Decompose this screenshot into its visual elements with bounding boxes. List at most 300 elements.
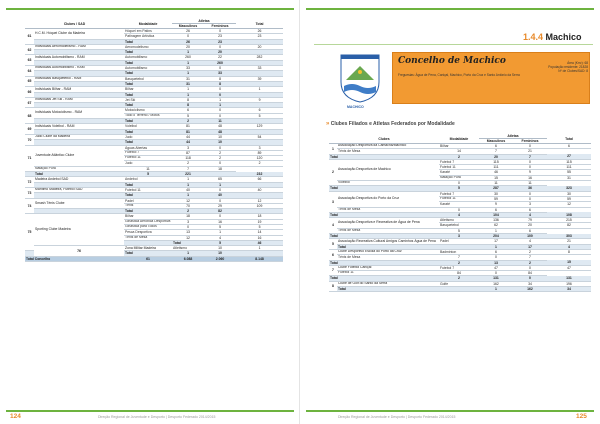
- male-count: 47: [479, 265, 513, 270]
- total-female: 7: [513, 154, 547, 159]
- modality: Futebol 7: [439, 265, 479, 270]
- club-number: 7: [329, 265, 337, 276]
- modality: Futebol 11: [439, 165, 479, 170]
- total-label: Total: [329, 260, 439, 265]
- modality: Ginástica Aeróbica Desportiva: [125, 219, 171, 224]
- club-name: Associação Desportiva e Recreativa de Água de Pena: [337, 218, 439, 229]
- left-table: [25, 19, 283, 262]
- female-count: 0: [204, 87, 236, 92]
- row-total: 109: [236, 203, 283, 208]
- club-number: 6: [329, 249, 337, 260]
- left-footer: [0, 408, 300, 424]
- total-label: Total: [124, 140, 172, 145]
- row-total: 47: [547, 265, 591, 270]
- female-count: 10: [204, 134, 236, 139]
- total-modalities: 2: [439, 260, 479, 265]
- col-athletes: Atletas: [172, 19, 236, 24]
- modality: Ténis de Mesa: [337, 149, 439, 154]
- club-number: 8: [329, 281, 337, 292]
- modality: Karaté: [439, 202, 479, 207]
- total-male: 23: [204, 39, 236, 44]
- row-total: 6: [513, 228, 547, 233]
- male-count: 33: [172, 66, 204, 71]
- total-male: 1: [204, 182, 236, 187]
- modality: Futebol 11: [124, 156, 172, 161]
- crest-label: MACHICO: [347, 105, 364, 109]
- female-count: 11: [479, 181, 513, 186]
- modality: Basquetebol: [124, 76, 172, 81]
- row-total: 82: [547, 223, 591, 228]
- club-number: 76: [34, 246, 124, 257]
- female-count: 0: [513, 144, 547, 149]
- total-clubs: 8: [172, 103, 204, 108]
- total-label: Total: [172, 240, 204, 245]
- club-number: 73: [25, 187, 34, 198]
- total-male: 8: [204, 81, 236, 86]
- club-number: 5: [329, 239, 337, 250]
- modality: Padel: [439, 239, 479, 244]
- modality: Automobilismo: [124, 55, 172, 60]
- row-total: 3: [236, 145, 283, 150]
- club-name: Individuais Basquetebol - RAM: [34, 76, 124, 81]
- bottom-rule: [6, 410, 294, 412]
- male-count: 3: [172, 219, 204, 224]
- total-label: Total: [124, 119, 172, 124]
- right-table: [329, 134, 591, 292]
- total-label: Total: [124, 209, 172, 214]
- row-total: 21: [513, 149, 547, 154]
- row-total: 12: [547, 202, 591, 207]
- modality: Bilhar: [439, 144, 479, 149]
- row-total: 19: [236, 219, 283, 224]
- female-count: 0: [204, 113, 236, 118]
- male-count: 18: [172, 214, 204, 219]
- female-count: 0: [204, 161, 236, 166]
- total-male: 46: [236, 240, 283, 245]
- table-subtitle: » Clubes Filiados e Atletas Federados por Modalidade: [326, 121, 455, 127]
- total-label: Total: [124, 92, 172, 97]
- banner-clubs: Nº de Clubes/SAD: 8: [558, 69, 588, 73]
- modality: Basquetebol: [439, 223, 479, 228]
- club-name: Associação Recreativa Cultural Amigos Caminhos Água de Pena: [337, 239, 439, 244]
- male-count: 118: [172, 156, 204, 161]
- banner-area: Área (Km²): 68: [567, 61, 588, 65]
- club-name: Judo Clube da Madeira: [34, 134, 124, 139]
- row-total: 18: [204, 166, 236, 171]
- male-count: 1: [172, 87, 204, 92]
- male-count: 5: [439, 228, 479, 233]
- female-count: 22: [204, 55, 236, 60]
- row-total: 55: [547, 170, 591, 175]
- male-count: 59: [479, 196, 513, 201]
- male-count: 7: [439, 255, 479, 260]
- modality: Ténis de Mesa: [337, 207, 439, 212]
- male-count: 40: [172, 187, 204, 192]
- total-male: 204: [479, 234, 513, 239]
- club-number: 72: [25, 177, 34, 188]
- modality: Ténis de Mesa: [337, 255, 439, 260]
- female-count: 79: [513, 218, 547, 223]
- row-total: 2: [236, 161, 283, 166]
- female-count: 7: [172, 166, 204, 171]
- female-count: 0: [204, 187, 236, 192]
- row-total: 23: [236, 34, 283, 39]
- female-count: 20: [513, 223, 547, 228]
- female-count: 0: [204, 29, 236, 34]
- club-name: Individuais Motociclismo - RAM: [34, 108, 124, 119]
- male-count: 13: [172, 230, 204, 235]
- club-name: Individuais Automobilismo - RAM: [34, 55, 124, 60]
- total-clubs: 1: [172, 71, 204, 76]
- club-name: Juventude Atlântico Clube: [34, 145, 124, 166]
- row-total: 16: [236, 235, 283, 240]
- club-name: Individuais Aeromodelismo - RAM: [34, 44, 124, 49]
- row-total: 59: [547, 196, 591, 201]
- total-male: 20: [479, 154, 513, 159]
- modality: Automobilismo: [124, 66, 172, 71]
- modality: Jet Ski: [124, 97, 172, 102]
- club-name: Individuais Jet Ski - RAM: [34, 97, 124, 102]
- total-label: Total: [124, 60, 172, 65]
- col-clubs: Clubes / SAD: [25, 19, 124, 29]
- total-label: Total: [329, 276, 439, 281]
- total-male: 82: [204, 209, 236, 214]
- male-count: 6: [479, 144, 513, 149]
- club-name: Zona Militar Madeira: [124, 246, 172, 251]
- row-total: 39: [236, 76, 283, 81]
- total-male: 104: [479, 212, 513, 217]
- female-count: 0: [513, 165, 547, 170]
- total-clubs: 1: [172, 251, 204, 256]
- female-count: 5: [204, 224, 236, 229]
- banner-title: Concelho de Machico: [398, 56, 506, 66]
- row-total: 6: [547, 144, 591, 149]
- club-number: 4: [329, 218, 337, 234]
- row-total: 11: [513, 181, 547, 186]
- total-clubs: 1: [172, 92, 204, 97]
- total-modalities: 3: [439, 234, 479, 239]
- total-label: Total: [124, 103, 172, 108]
- club-name: Clube Desportivo Escola do Porto da Cruz: [337, 249, 439, 254]
- club-number: 66: [25, 87, 34, 98]
- total-male: 40: [204, 193, 236, 198]
- total-male: 221: [172, 172, 204, 177]
- male-count: 70: [172, 203, 204, 208]
- total-label: Total: [337, 244, 479, 249]
- male-count: 260: [172, 55, 204, 60]
- modality: Bilhar: [124, 214, 172, 219]
- club-number: 69: [25, 124, 34, 135]
- modality: Futebol 11: [124, 187, 172, 192]
- total-clubs: 5: [204, 240, 236, 245]
- club-name: Clube Futebol Caniçal: [337, 265, 439, 270]
- row-total: 129: [236, 124, 283, 129]
- total-female: 4: [547, 244, 591, 249]
- male-count: 20: [172, 44, 204, 49]
- modality: Motociclismo: [124, 108, 172, 113]
- modality: Ténis de Mesa: [337, 228, 439, 233]
- total-label: Total: [124, 182, 172, 187]
- row-total: 30: [547, 191, 591, 196]
- total-clubs: 1: [172, 60, 204, 65]
- row-total: 196: [547, 281, 591, 286]
- total-sum: 131: [547, 276, 591, 281]
- modality: Andebol: [124, 177, 172, 182]
- club-number: 75: [25, 214, 34, 251]
- row-total: 120: [236, 156, 283, 161]
- banner-parishes: Freguesias: Água de Pena, Caniçal, Machico, Porto da Cruz e Santo António da Serra: [398, 73, 520, 77]
- club-name: Clube de Golf do Santo da Serra: [337, 281, 439, 286]
- row-total: 84: [513, 271, 547, 276]
- footer-text-right: Direção Regional de Juventude e Desporto | Desporto Federado 2014/2015: [338, 415, 456, 419]
- total-label: Total: [337, 287, 479, 292]
- row-total: 215: [547, 218, 591, 223]
- total-clubs: 26: [172, 39, 204, 44]
- total-male: 0: [204, 92, 236, 97]
- male-count: 26: [172, 29, 204, 34]
- row-total: 66: [236, 177, 283, 182]
- modality: Todo o Terreno / Motos: [124, 113, 172, 118]
- total-male: 11: [204, 119, 236, 124]
- modality: Natação Pura: [34, 166, 124, 171]
- total-male: 287: [479, 186, 513, 191]
- total-female: 34: [547, 287, 591, 292]
- total-clubs: 1: [172, 193, 204, 198]
- modality: Futebol 7: [124, 150, 172, 155]
- club-number: 68: [25, 108, 34, 124]
- male-count: 9: [479, 202, 513, 207]
- row-total: 18: [236, 214, 283, 219]
- male-count: 12: [172, 198, 204, 203]
- bullet-icon: »: [326, 121, 330, 127]
- modality: Futebol 7: [439, 159, 479, 164]
- club-name: Individuais Bilhar - RAM: [34, 87, 124, 92]
- col-male-r: Masculinos: [479, 139, 513, 144]
- total-female: 2: [513, 260, 547, 265]
- total-clubs: 5: [124, 172, 172, 177]
- male-count: 162: [479, 281, 513, 286]
- total-label: Total: [34, 172, 124, 177]
- modality: Atletismo: [439, 218, 479, 223]
- modality: Voleibol: [337, 181, 439, 186]
- club-name: H.C.M. Hóquei Clube da Madeira: [34, 29, 124, 40]
- male-count: 3: [172, 145, 204, 150]
- col-modality-r: Modalidade: [439, 134, 479, 144]
- total-sum: 323: [547, 186, 591, 191]
- club-name: Associação Desportiva do Porto da Cruz: [337, 191, 439, 207]
- female-count: 9: [513, 170, 547, 175]
- male-count: 87: [172, 150, 204, 155]
- modality: Padel: [124, 198, 172, 203]
- club-number: 2: [329, 159, 337, 185]
- female-count: 0: [479, 255, 513, 260]
- club-name: Smash Ténis Clube: [34, 198, 124, 209]
- total-label: Total: [124, 71, 172, 76]
- female-count: 2: [513, 249, 547, 254]
- modality: Judo: [124, 161, 172, 166]
- row-total: 8: [547, 249, 591, 254]
- modality: Ténis: [124, 203, 172, 208]
- club-number: 74: [25, 198, 34, 214]
- total-male: 1: [204, 103, 236, 108]
- modality: Judo: [124, 134, 172, 139]
- row-total: 5: [236, 224, 283, 229]
- female-count: 1: [204, 230, 236, 235]
- modality: Hóquei em Patins: [124, 29, 172, 34]
- col-female: Femininos: [204, 24, 236, 29]
- female-count: 0: [204, 108, 236, 113]
- row-total: 1: [236, 87, 283, 92]
- female-count: 48: [204, 124, 236, 129]
- total-male: 6.088: [172, 256, 204, 261]
- top-rule: [6, 8, 294, 10]
- male-count: 6: [479, 249, 513, 254]
- male-count: 111: [479, 165, 513, 170]
- club-name: Associação Desportiva da Camacha/Machico: [337, 144, 439, 149]
- total-sum: 15: [547, 260, 591, 265]
- club-number: 70: [25, 134, 34, 145]
- club-number: 65: [25, 76, 34, 87]
- male-count: 15: [479, 175, 513, 180]
- total-modalities: 2: [439, 276, 479, 281]
- total-sum: 108: [547, 212, 591, 217]
- club-name: Madeira Andebol SAD: [34, 177, 124, 182]
- top-rule-right: [306, 8, 594, 10]
- row-total: 9: [236, 97, 283, 102]
- female-count: 0: [513, 159, 547, 164]
- male-count: 44: [172, 134, 204, 139]
- female-count: 0: [513, 191, 547, 196]
- row-total: 7: [513, 255, 547, 260]
- row-total: 5: [236, 113, 283, 118]
- col-athletes-r: Atletas: [479, 134, 547, 139]
- female-count: 16: [513, 175, 547, 180]
- male-count: 1: [172, 177, 204, 182]
- grand-total-row: [25, 256, 283, 261]
- total-label: Total: [124, 251, 172, 256]
- female-count: 4: [204, 235, 236, 240]
- club-number: 3: [329, 191, 337, 212]
- female-count: 0: [204, 145, 236, 150]
- modality: Patinagem Artística: [124, 34, 172, 39]
- male-count: 6: [172, 108, 204, 113]
- row-total: 282: [236, 55, 283, 60]
- modality: Voleibol: [124, 124, 172, 129]
- male-count: 0: [172, 224, 204, 229]
- male-count: 8: [172, 97, 204, 102]
- col-total-r: Total: [547, 134, 591, 144]
- male-count: 10: [204, 246, 236, 251]
- col-female-r: Femininos: [513, 139, 547, 144]
- total-modalities: 5: [439, 186, 479, 191]
- female-count: 0: [513, 196, 547, 201]
- total-male: 10: [204, 140, 236, 145]
- female-count: 29: [204, 203, 236, 208]
- total-clubs: 1: [172, 50, 204, 55]
- male-count: 0: [439, 181, 479, 186]
- total-male: 10: [204, 251, 236, 256]
- page-number: 124: [10, 413, 21, 420]
- total-male: 131: [479, 276, 513, 281]
- municipality-banner: [392, 52, 590, 104]
- total-male: 20: [204, 50, 236, 55]
- female-count: 23: [204, 34, 236, 39]
- female-count: 16: [204, 219, 236, 224]
- male-count: 0: [439, 207, 479, 212]
- section-title: Machico: [545, 32, 582, 42]
- col-male: Masculinos: [172, 24, 204, 29]
- club-number: 71: [25, 145, 34, 171]
- male-count: 11: [124, 166, 172, 171]
- modality: Aeromodelismo: [124, 44, 172, 49]
- modality: Ténis de Mesa: [124, 235, 172, 240]
- row-total: 20: [236, 44, 283, 49]
- total-label: Total: [124, 39, 172, 44]
- row-total: 6: [513, 207, 547, 212]
- male-count: 2: [172, 161, 204, 166]
- row-total: 54: [236, 134, 283, 139]
- female-count: 4: [513, 239, 547, 244]
- male-count: 136: [479, 218, 513, 223]
- total-male: 260: [204, 60, 236, 65]
- modality: Futebol 7: [439, 191, 479, 196]
- total-clubs: 2: [172, 209, 204, 214]
- female-count: 1: [204, 97, 236, 102]
- female-count: 8: [204, 76, 236, 81]
- total-modalities: 2: [439, 154, 479, 159]
- modality: Águas Abertas: [124, 145, 172, 150]
- club-name: Individuais Automobilismo - RAM: [34, 66, 124, 71]
- page-number-right: 125: [576, 413, 587, 420]
- club-number: 64: [25, 66, 34, 77]
- col-modality: Modalidade: [124, 19, 172, 29]
- female-count: 0: [204, 44, 236, 49]
- female-count: 1: [236, 246, 283, 251]
- total-modalities: 1: [479, 287, 513, 292]
- club-name: Sporting Clube Madeira: [34, 214, 124, 246]
- modality: Badminton: [439, 249, 479, 254]
- total-label: Total: [124, 193, 172, 198]
- male-count: 84: [439, 271, 479, 276]
- female-count: 0: [204, 198, 236, 203]
- club-number: 62: [25, 44, 34, 55]
- male-count: 81: [172, 124, 204, 129]
- total-label: Total: [329, 234, 439, 239]
- total-label: Total: [124, 81, 172, 86]
- row-total: 40: [236, 187, 283, 192]
- row-total: 115: [547, 159, 591, 164]
- total-sum: 232: [236, 172, 283, 177]
- total-sum: 303: [547, 234, 591, 239]
- male-count: 17: [479, 239, 513, 244]
- club-number: 1: [329, 144, 337, 155]
- total-female: 100: [513, 234, 547, 239]
- total-label: Total: [124, 50, 172, 55]
- row-total: 12: [236, 198, 283, 203]
- male-count: 0: [172, 34, 204, 39]
- male-count: 30: [479, 191, 513, 196]
- female-count: 65: [204, 177, 236, 182]
- female-count: 7: [479, 149, 513, 154]
- female-count: 0: [204, 214, 236, 219]
- row-total: 111: [547, 165, 591, 170]
- modality: Natação Pura: [439, 175, 479, 180]
- club-name: Marítimo Madeira, Futebol SAD: [34, 187, 124, 192]
- row-total: 26: [236, 29, 283, 34]
- total-clubs: 44: [172, 140, 204, 145]
- club-name: Associação Desportiva de Machico: [337, 159, 439, 180]
- total-male: 33: [204, 71, 236, 76]
